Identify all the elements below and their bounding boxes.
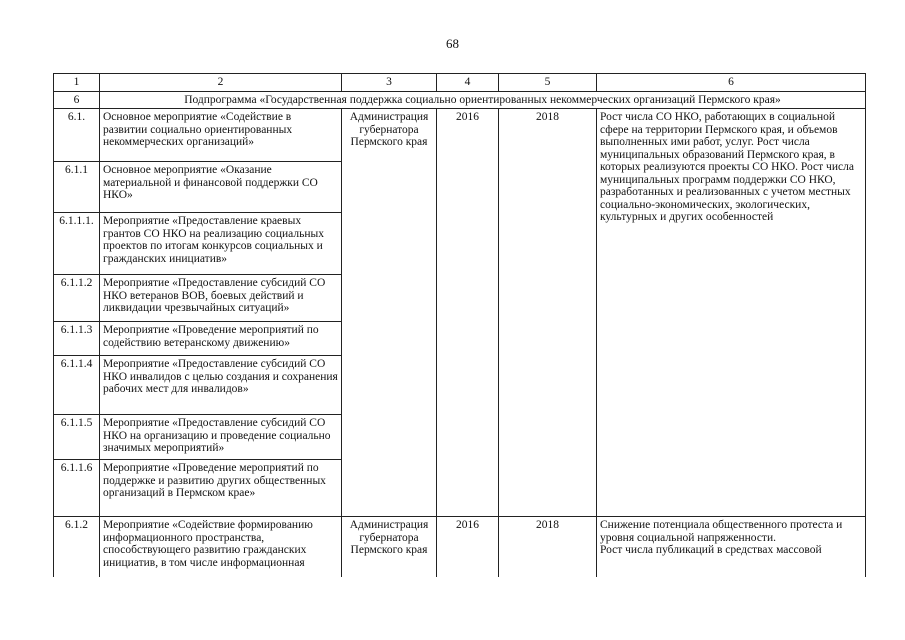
row-code: 6.1.1.6 [54, 460, 100, 517]
result-cell [597, 517, 866, 578]
start-year-cell: 2016 [437, 517, 499, 578]
row-text: Мероприятие «Предоставление краевых грантов СО НКО на реализацию социальных проектов по итогам конкурсов социальных и гражданских инициатив» [100, 213, 342, 275]
header-cell-1: 1 [54, 74, 100, 92]
row-code: 6.1.1 [54, 162, 100, 213]
header-row [54, 74, 866, 92]
row-text: Основное мероприятие «Оказание материальной и финансовой поддержки СО НКО» [100, 162, 342, 213]
table-row [54, 109, 866, 162]
row-text: Мероприятие «Предоставление субсидий СО НКО на организацию и проведение социально значимых мероприятий» [100, 415, 342, 460]
row-code: 6.1.1.3 [54, 322, 100, 356]
page-number: 68 [446, 36, 459, 51]
header-cell-5: 5 [499, 74, 597, 92]
header-cell-3: 3 [342, 74, 437, 92]
row-code: 6.1. [54, 109, 100, 162]
row-text: Мероприятие «Содействие формированию информационного пространства, способствующего развитию гражданских инициатив, в том числе информационная [100, 517, 342, 578]
row-text: Мероприятие «Предоставление субсидий СО НКО ветеранов ВОВ, боевых действий и ликвидации чрезвычайных ситуаций» [100, 275, 342, 322]
row-text: Мероприятие «Предоставление субсидий СО НКО инвалидов с целью создания и сохранения рабочих мест для инвалидов» [100, 356, 342, 415]
program-table [53, 73, 866, 577]
row-code: 6.1.1.4 [54, 356, 100, 415]
row-code: 6.1.2 [54, 517, 100, 578]
table-row [54, 517, 866, 578]
result-cell: Рост числа СО НКО, работающих в социальной сфере на территории Пермского края, и объемов выполненных ими работ, услуг. Рост числа муниципальных образований Пермского края, в которых реализуются проекты СО НКО. Рост числа муниципальных программ поддержки СО НКО, разработанных и реализованных с учетом местных социально-экономических, экологических, культурных и других особенностей [597, 109, 866, 517]
header-cell-2: 2 [100, 74, 342, 92]
start-year-cell: 2016 [437, 109, 499, 517]
row-code: 6.1.1.1. [54, 213, 100, 275]
result-text-1: Снижение потенциала общественного протеста и уровня социальной напряженности. [600, 519, 843, 544]
row-code: 6.1.1.5 [54, 415, 100, 460]
header-cell-6: 6 [597, 74, 866, 92]
subprogram-title: Подпрограмма «Государственная поддержка социально ориентированных некоммерческих организаций Пермского края» [100, 91, 866, 109]
subprogram-code: 6 [54, 91, 100, 109]
row-text: Мероприятие «Проведение мероприятий по поддержке и развитию других общественных организаций в Пермском крае» [100, 460, 342, 517]
row-text: Мероприятие «Проведение мероприятий по содействию ветеранскому движению» [100, 322, 342, 356]
subprogram-row [54, 91, 866, 109]
row-code: 6.1.1.2 [54, 275, 100, 322]
executor-cell: Администрация губернатора Пермского края [342, 109, 437, 517]
result-text-2: Рост числа публикаций в средствах массовой [600, 544, 822, 556]
end-year-cell: 2018 [499, 109, 597, 517]
end-year-cell: 2018 [499, 517, 597, 578]
executor-cell: Администрация губернатора Пермского края [342, 517, 437, 578]
row-text: Основное мероприятие «Содействие в развитии социально ориентированных некоммерческих организаций» [100, 109, 342, 162]
header-cell-4: 4 [437, 74, 499, 92]
